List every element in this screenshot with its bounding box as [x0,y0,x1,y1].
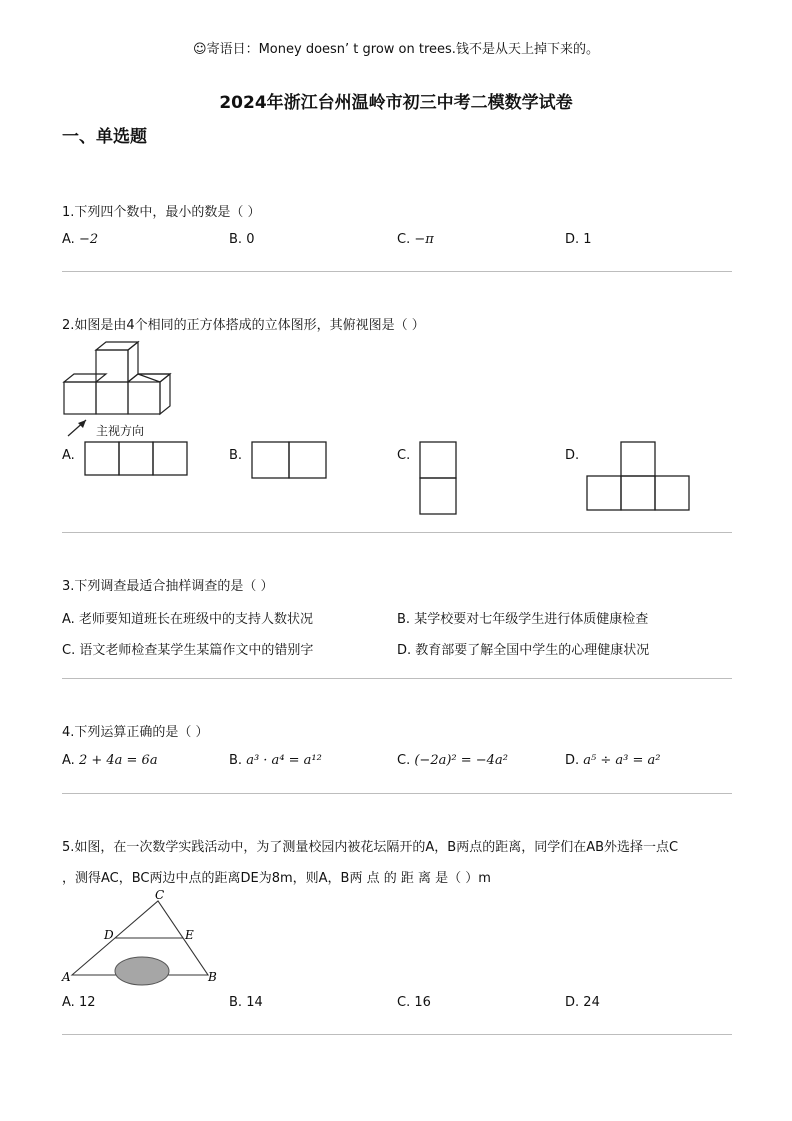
option-letter: C. [397,232,411,247]
view-direction-label: 主视方向 [96,424,145,438]
q2-option-b-figure[interactable] [251,441,327,479]
divider [62,678,732,679]
q2-stem: 2.如图是由4个相同的正方体搭成的立体图形，其俯视图是（ ） [62,318,425,333]
q2-option-a-letter[interactable]: A. [62,448,75,463]
q1-stem: 1.下列四个数中，最小的数是（ ） [62,205,261,220]
divider [62,793,732,794]
option-letter: A. [62,995,75,1010]
option-text: 0 [246,232,255,247]
option-text: a³ · a⁴ = a¹² [246,753,322,768]
option-text: 某学校要对七年级学生进行体质健康检查 [414,612,649,627]
option-letter: B. [397,612,411,627]
option-text: −π [414,232,434,247]
q3-option-a[interactable] [62,608,313,627]
divider [62,532,732,533]
option-letter: C. [397,753,411,768]
q1-option-a[interactable] [62,232,98,247]
option-text: 12 [78,995,96,1010]
option-letter: D. [565,753,580,768]
divider [62,1034,732,1035]
q4-option-d[interactable] [565,753,661,768]
option-letter: A. [62,232,75,247]
q5-option-b[interactable] [229,995,263,1010]
point-b-label: B [208,970,217,984]
q2-option-c-letter[interactable]: C. [397,448,411,463]
q4-option-a[interactable] [62,753,158,768]
option-text: −2 [78,232,99,247]
option-letter: B. [229,753,243,768]
option-letter: A. [62,753,75,768]
q2-option-c-figure[interactable] [419,441,457,515]
q1-option-d[interactable] [565,232,592,247]
q1-option-b[interactable] [229,232,254,247]
option-letter: D. [565,232,580,247]
option-text: (−2a)² = −4a² [414,753,508,768]
option-letter: B. [229,232,243,247]
q5-triangle-figure [62,889,222,985]
q3-stem: 3.下列调查最适合抽样调查的是（ ） [62,579,274,594]
q2-option-b-letter[interactable]: B. [229,448,243,463]
q5-stem-line2: ，测得AC，BC两边中点的距离DE为8m，则A，B两 点 的 距 离 是（ ）m [62,871,491,886]
option-letter: B. [229,995,243,1010]
option-text: 1 [583,232,592,247]
q3-option-d[interactable] [397,639,649,658]
option-text: a⁵ ÷ a³ = a² [583,753,661,768]
q4-stem: 4.下列运算正确的是（ ） [62,725,209,740]
option-text: 24 [583,995,600,1010]
point-e-label: E [185,928,194,942]
section-heading: 一、单选题 [62,127,147,147]
option-text: 教育部要了解全国中学生的心理健康状况 [415,643,650,658]
point-c-label: C [155,888,165,902]
q1-option-c[interactable] [397,232,434,247]
q2-option-a-figure[interactable] [84,441,188,477]
q5-option-d[interactable] [565,995,600,1010]
motto: ☺寄语日：Money doesn’ t grow on trees.钱不是从天上掉下来的。 [193,42,599,57]
q3-option-c[interactable] [62,639,313,658]
option-letter: C. [397,995,411,1010]
page-title: 2024年浙江台州温岭市初三中考二模数学试卷 [219,93,573,113]
option-text: 语文老师检查某学生某篇作文中的错别字 [79,643,314,658]
q2-option-d-letter[interactable]: D. [565,448,580,463]
q5-stem-line1: 5.如图，在一次数学实践活动中，为了测量校园内被花坛隔开的A，B两点的距离，同学们在AB外选择一点C [62,840,679,855]
option-letter: D. [565,995,580,1010]
q2-option-d-figure[interactable] [586,441,692,511]
option-letter: D. [397,643,412,658]
q4-option-b[interactable] [229,753,322,768]
option-text: 老师要知道班长在班级中的支持人数状况 [78,612,313,627]
q5-option-a[interactable] [62,995,95,1010]
divider [62,271,732,272]
q4-option-c[interactable] [397,753,508,768]
option-letter: A. [62,612,75,627]
option-letter: C. [62,643,76,658]
option-text: 16 [414,995,431,1010]
q5-option-c[interactable] [397,995,431,1010]
point-a-label: A [62,970,71,984]
option-text: 14 [246,995,263,1010]
point-d-label: D [104,928,114,942]
option-text: 2 + 4a = 6a [78,753,158,768]
q3-option-b[interactable] [397,608,648,627]
